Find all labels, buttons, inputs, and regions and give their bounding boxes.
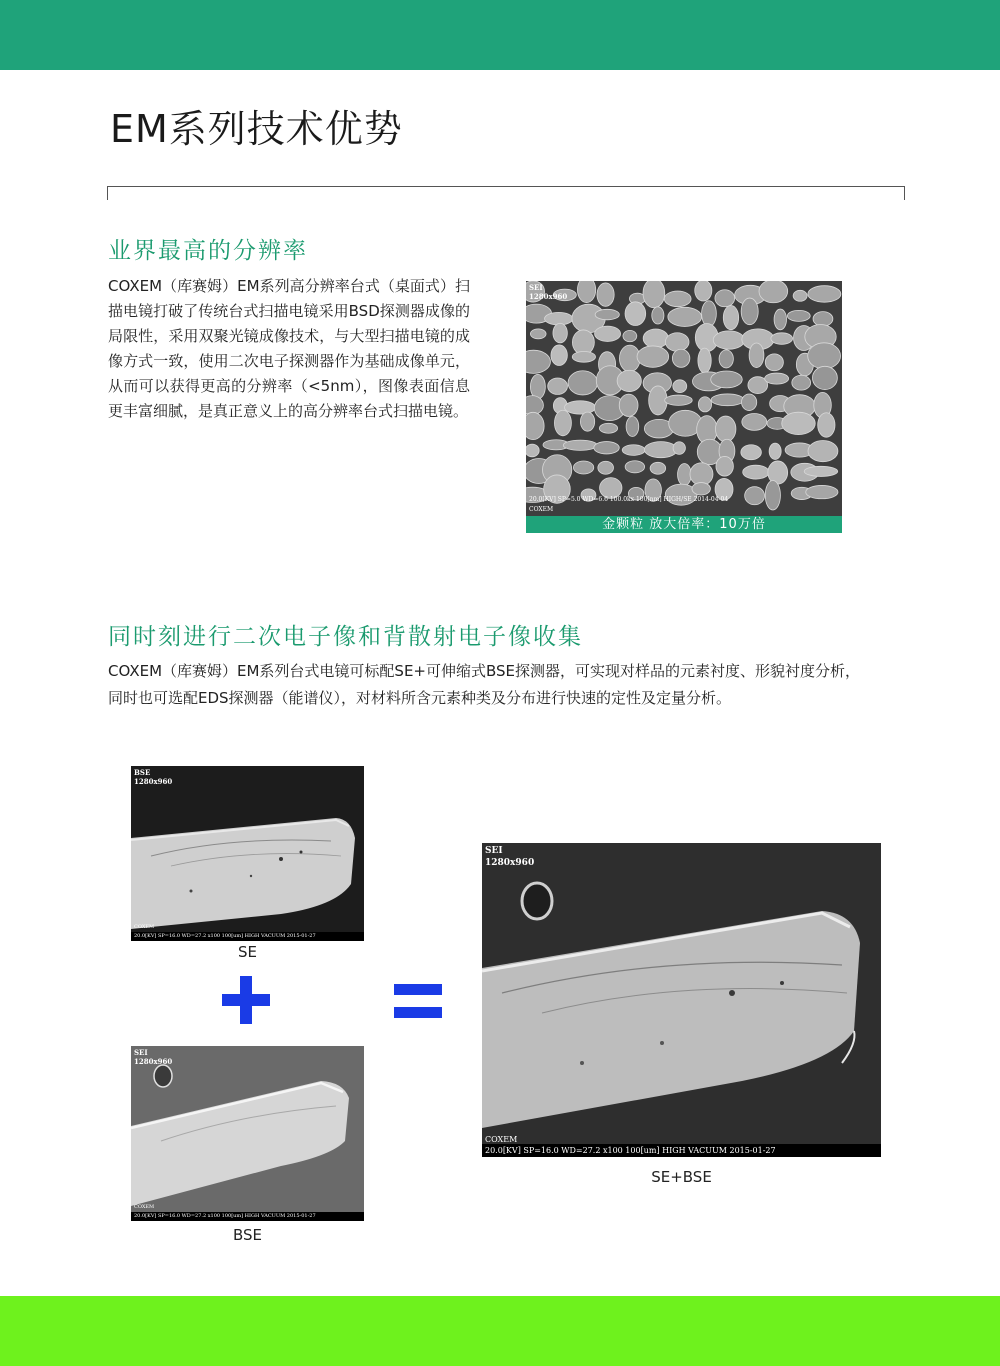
bse-sem-mode: SEI [134,1048,148,1057]
gold-particle [617,370,641,391]
bse-sem-image [131,1046,364,1221]
section2-body-line2: 同时也可选配EDS探测器（能谱仪），对材料所含元素种类及分布进行快速的定性及定量分析。 [108,689,732,707]
gold-particle [619,394,638,416]
bse-sample-graphic [131,1046,364,1221]
gold-particle [765,354,783,371]
combined-label: SE+BSE [651,1168,712,1186]
gold-particle [551,345,567,366]
gold-particle [808,343,841,369]
gold-particle [598,461,614,474]
gold-particle [771,333,793,345]
gold-particle [698,397,711,412]
se-sample-graphic [131,766,364,941]
gold-particle [643,281,665,308]
gold-particle [711,371,743,388]
equals-icon [394,984,442,1018]
gold-particle [625,302,646,326]
gold-particle [554,410,571,436]
gold-particle [769,443,781,459]
gold-particle [673,442,685,455]
gold-particle [652,307,664,324]
combined-sem-resolution: 1280x960 [485,858,535,868]
gold-particle [813,312,833,327]
gold-particle [804,466,838,476]
gold-particle [792,375,811,390]
gold-particle [626,417,639,437]
section1-body: COXEM（库赛姆）EM系列高分辨率台式（桌面式）扫描电镜打破了传统台式扫描电镜采用BSD探测器成像的局限性，采用双聚光镜成像技术，与大型扫描电镜的成像方式一致，使用二次电子探测器作为基础成像单元，从而可以获得更高的分辨率（<5nm），图像表面信息更丰富细腻，是真正意义上的高分辨率台式扫描电镜。 [108,277,470,420]
gold-particle [818,413,835,437]
gold-particle [808,440,838,461]
page-title: EM系列技术优势 [110,107,403,151]
sem-header [529,283,567,301]
se-label: SE [238,943,257,961]
gold-particle [742,413,767,430]
gold-particle [695,281,712,301]
gold-particle [563,440,597,450]
se-sem-mode: BSE [134,768,151,777]
bottom-color-band [0,1296,1000,1366]
gold-particle [530,374,545,398]
gold-particle [715,416,735,442]
gold-particle [690,463,713,486]
gold-particle [643,329,668,348]
bse-sem-brand: COXEM [134,1204,155,1210]
sem-info-bar: 20.0[KV] SP=5.0 WD=6.6 100.0kx 100[nm] HIGH/SE 2014-04-04 [529,496,729,503]
combined-sem-header [485,845,534,869]
gold-particle [599,423,617,433]
title-divider [107,186,905,200]
gold-particle [572,351,595,362]
gold-particle [692,483,710,495]
gold-particle [665,333,689,351]
gold-particle [573,461,593,474]
gold-particle [742,394,757,411]
gold-particle [580,412,594,431]
gold-particle [741,298,758,325]
gold-particle [719,350,733,368]
gold-particle [625,461,644,473]
top-color-band [0,0,1000,70]
gold-particle [594,442,619,454]
gold-particle [526,412,544,439]
gold-particle [548,378,568,394]
gold-particle [664,291,691,307]
se-sem-resolution: 1280x960 [134,777,173,786]
gold-particle [749,343,764,368]
gold-particle [716,456,733,476]
section2-body-line1: COXEM（库赛姆）EM系列台式电镜可标配SE+可伸缩式BSE探测器，可实现对样品的元素衬度、形貌衬度分析， [108,662,861,680]
gold-particle [793,290,807,301]
gold-particle [568,371,597,395]
gold-particle [808,286,841,302]
sem-mode: SEI [529,283,543,292]
bse-label: BSE [232,1226,263,1244]
gold-particle [595,326,621,341]
bse-sem-info-bar: 20.0[KV] SP=16.0 WD=27.2 x100 100[um] HIGH VACUUM 2015-01-27 [131,1212,364,1221]
gold-particle [702,301,717,327]
gold-particle [715,290,735,307]
gold-particle [765,373,789,384]
section2-body [108,658,918,712]
se-sem-info-bar: 20.0[KV] SP=16.0 WD=27.2 x100 100[um] HIGH VACUUM 2015-01-27 [131,932,364,941]
sem-resolution: 1280x960 [529,292,568,301]
gold-particle [650,462,666,474]
gold-particle [711,394,744,406]
sem-brand: COXEM [529,506,554,513]
gold-particle [577,281,595,303]
gold-particle [787,310,810,321]
plus-icon [222,976,270,1024]
gold-particle [622,445,645,456]
section2-heading: 同时刻进行二次电子像和背散射电子像收集 [108,624,583,650]
bse-sem-resolution: 1280x960 [134,1057,173,1066]
gold-particle [759,281,788,303]
se-sem-image [131,766,364,941]
se-sem-brand: COXEM [134,924,155,930]
gold-particle [564,401,595,414]
gold-particle [530,329,546,339]
combined-sample-graphic [482,843,881,1157]
gold-particle [812,366,837,389]
gold-particle [743,465,769,479]
gold-particle [698,348,711,373]
gold-particle [623,330,637,341]
se-sem-header [134,768,172,786]
gold-particle [678,464,692,486]
gold-particle [553,323,567,343]
gold-particle [597,283,614,306]
gold-particle [572,330,594,355]
combined-sem-mode: SEI [485,846,503,856]
gold-particle [668,307,702,326]
gold-particle [673,380,687,393]
gold-image-caption: 金颗粒 放大倍率：10万倍 [526,516,842,533]
section1-heading: 业界最高的分辨率 [108,238,308,264]
gold-particles-graphic [526,281,842,517]
gold-particle [741,445,762,460]
gold-particle [723,306,738,330]
gold-particle [595,309,619,319]
gold-particle [526,444,539,457]
gold-particle [713,331,744,349]
gold-particle [665,395,693,405]
combined-sem-image [482,843,881,1157]
gold-particles-sem-image [526,281,842,517]
gold-particle [637,346,669,367]
combined-sem-info-bar: 20.0[KV] SP=16.0 WD=27.2 x100 100[um] HIGH VACUUM 2015-01-27 [482,1144,881,1157]
combined-sem-brand: COXEM [485,1135,518,1144]
gold-particle [672,349,690,367]
gold-particle [774,309,786,330]
bse-sem-header [134,1048,172,1066]
gold-particle [644,442,677,458]
gold-particle [782,412,816,434]
